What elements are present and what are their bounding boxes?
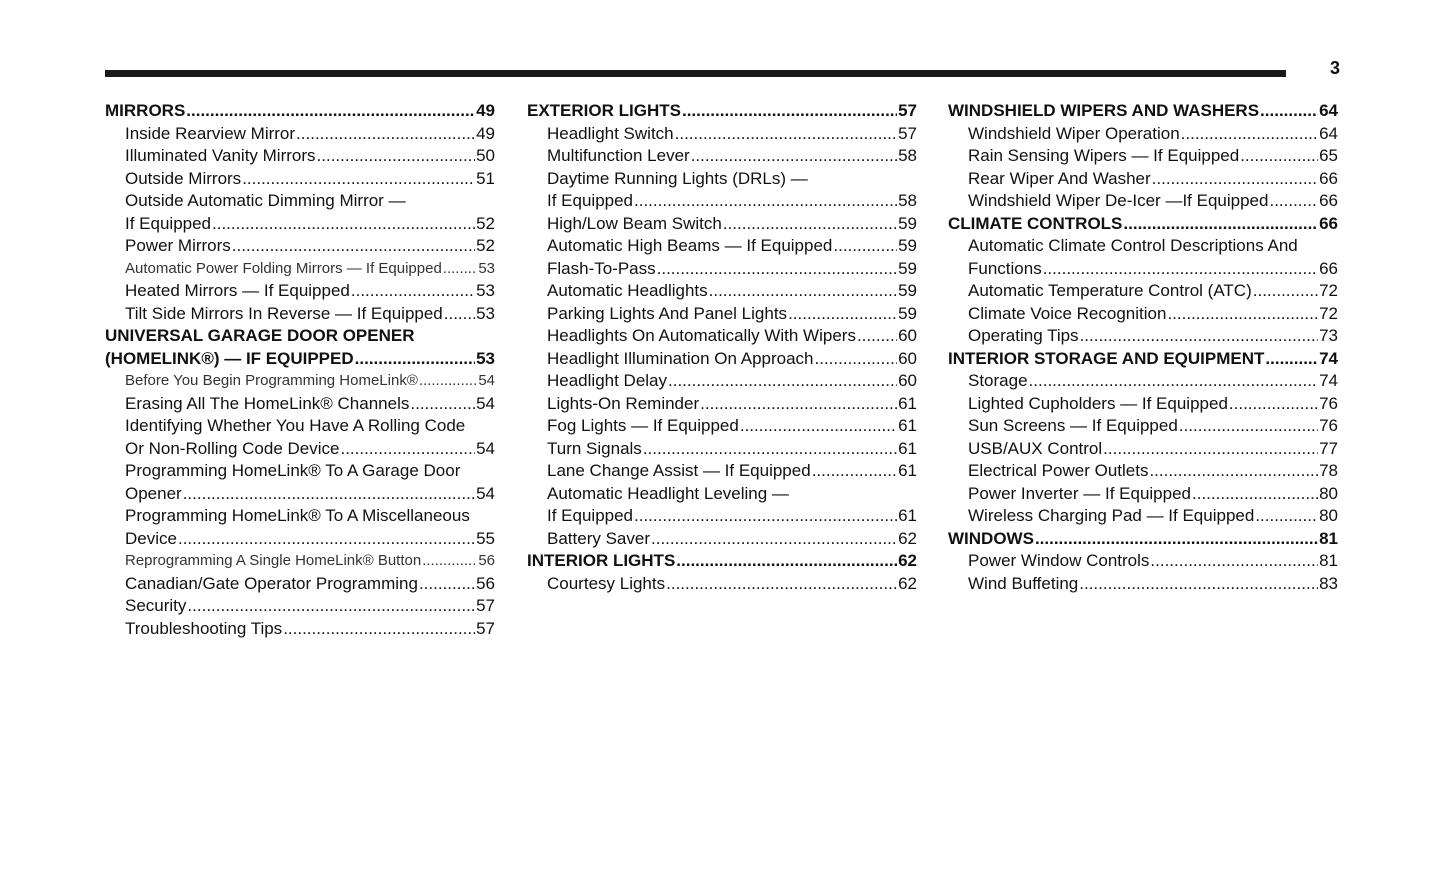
toc-page-number: 57	[898, 123, 917, 143]
dot-leader	[183, 483, 475, 506]
toc-entry	[948, 258, 1338, 281]
toc-page-number: 55	[476, 528, 495, 548]
dot-leader	[1255, 505, 1318, 528]
dot-leader	[178, 528, 475, 551]
toc-entry-label: INTERIOR STORAGE AND EQUIPMENT	[948, 348, 1265, 368]
toc-entry	[948, 370, 1338, 393]
toc-page-number: 74	[1319, 371, 1338, 390]
toc-page-number: 65	[1319, 146, 1338, 165]
toc-page-number: 74	[1319, 348, 1338, 368]
toc-page-number: 66	[1319, 213, 1338, 233]
toc-page-number: 57	[476, 618, 495, 638]
toc-page-number: 73	[1319, 326, 1338, 345]
toc-entry-label: Headlights On Automatically With Wipers	[547, 326, 856, 345]
toc-entry	[105, 483, 495, 506]
toc-entry	[105, 438, 495, 461]
dot-leader	[1152, 168, 1318, 191]
toc-page-number: 54	[476, 393, 495, 413]
toc-entry-label: Outside Automatic Dimming Mirror —	[125, 191, 406, 210]
toc-page-number: 54	[476, 438, 495, 458]
toc-entry-label: Canadian/Gate Operator Programming	[125, 573, 418, 593]
toc-entry-label: Flash-To-Pass	[547, 258, 656, 278]
toc-entry	[527, 483, 917, 506]
toc-page-number: 53	[476, 303, 495, 323]
toc-page-number: 58	[898, 191, 917, 210]
toc-entry	[105, 415, 495, 438]
toc-page-number: 59	[898, 236, 917, 255]
toc-page-number: 62	[898, 551, 917, 570]
toc-entry	[948, 280, 1338, 303]
toc-entry-label: Outside Mirrors	[125, 168, 242, 188]
toc-entry-label: Battery Saver	[547, 528, 650, 548]
toc-entry-label: Before You Begin Programming HomeLink®	[125, 372, 418, 389]
toc-page-number: 83	[1319, 573, 1338, 593]
toc-entry-label: Device	[125, 528, 177, 548]
toc-entry	[948, 483, 1338, 506]
toc-entry	[948, 393, 1338, 416]
toc-entry	[527, 235, 917, 258]
toc-entry-label: Wireless Charging Pad — If Equipped	[968, 506, 1255, 525]
dot-leader	[1179, 415, 1318, 438]
toc-entry-label: Climate Voice Recognition	[968, 303, 1167, 323]
dot-leader	[1150, 550, 1318, 573]
toc-entry-label: Lane Change Assist — If Equipped	[547, 461, 811, 480]
toc-entry	[105, 168, 495, 191]
toc-page-number: 61	[898, 461, 917, 480]
dot-leader	[700, 393, 897, 416]
dot-leader	[709, 280, 897, 303]
toc-entry	[948, 190, 1338, 213]
dot-leader	[1181, 123, 1318, 146]
dot-leader	[351, 280, 475, 303]
toc-entry	[527, 258, 917, 281]
dot-leader	[857, 325, 897, 348]
dot-leader	[1149, 460, 1318, 483]
toc-entry	[527, 303, 917, 326]
toc-entry-label: EXTERIOR LIGHTS	[527, 101, 681, 120]
dot-leader	[1253, 280, 1318, 303]
toc-entry	[105, 393, 495, 416]
toc-entry	[527, 123, 917, 146]
toc-page-number: 57	[898, 101, 917, 120]
toc-entry	[948, 415, 1338, 438]
toc-entry	[527, 415, 917, 438]
dot-leader	[1192, 483, 1318, 506]
toc-section-heading	[948, 528, 1338, 551]
toc-entry-label: Operating Tips	[968, 326, 1079, 345]
dot-leader	[410, 393, 475, 416]
page-number: 3	[1329, 58, 1340, 78]
dot-leader	[1029, 370, 1319, 393]
toc-entry-label: Automatic Headlights	[547, 281, 708, 300]
toc-page-number: 62	[898, 528, 917, 548]
toc-entry-label: Heated Mirrors — If Equipped	[125, 281, 350, 300]
toc-page-number: 72	[1319, 281, 1338, 300]
dot-leader	[355, 348, 475, 371]
toc-section-heading	[948, 100, 1338, 123]
toc-entry-label: Daytime Running Lights (DRLs) —	[547, 168, 808, 188]
toc-page-number: 49	[476, 101, 495, 120]
toc-page-number: 62	[898, 573, 917, 593]
dot-leader	[833, 235, 897, 258]
dot-leader	[242, 168, 475, 191]
toc-entry-label: If Equipped	[547, 191, 634, 210]
toc-entry	[105, 303, 495, 326]
dot-leader	[296, 123, 475, 146]
toc-page-number: 61	[898, 416, 917, 435]
dot-leader	[340, 438, 475, 461]
toc-entry-label: MIRRORS	[105, 101, 186, 120]
toc-entry-label: CLIMATE CONTROLS	[948, 213, 1123, 233]
dot-leader	[419, 370, 477, 393]
toc-entry-label: Opener	[125, 483, 182, 503]
toc-entry-label: Programming HomeLink® To A Garage Door	[125, 461, 461, 480]
toc-entry	[948, 550, 1338, 573]
toc-entry-label: Headlight Delay	[547, 371, 668, 390]
toc-entry-label: Lights-On Reminder	[547, 393, 700, 413]
dot-leader	[634, 505, 897, 528]
toc-entry-label: Sun Screens — If Equipped	[968, 416, 1178, 435]
toc-entry-label: (HOMELINK®) — IF EQUIPPED	[105, 348, 354, 368]
toc-entry-label: Automatic High Beams — If Equipped	[547, 236, 833, 255]
toc-page-number: 60	[898, 348, 917, 368]
toc-page-number: 57	[476, 596, 495, 615]
toc-entry	[948, 505, 1338, 528]
toc-page-number: 56	[476, 573, 495, 593]
toc-entry-label: High/Low Beam Switch	[547, 213, 722, 233]
toc-entry-label: Illuminated Vanity Mirrors	[125, 146, 316, 165]
toc-entry-label: Windshield Wiper De-Icer —If Equipped	[968, 191, 1269, 210]
dot-leader	[187, 595, 475, 618]
toc-section-heading	[948, 213, 1338, 236]
dot-leader	[317, 145, 476, 168]
toc-entry	[527, 393, 917, 416]
toc-entry-label: Parking Lights And Panel Lights	[547, 303, 788, 323]
toc-entry-label: Wind Buffeting	[968, 573, 1079, 593]
toc-entry-label: Security	[125, 596, 187, 615]
toc-entry	[105, 213, 495, 236]
dot-leader	[812, 460, 897, 483]
toc-entry-label: Erasing All The HomeLink® Channels	[125, 393, 410, 413]
toc-entry	[948, 168, 1338, 191]
dot-leader	[1240, 145, 1318, 168]
dot-leader	[1260, 100, 1318, 123]
toc-section-heading	[105, 325, 495, 348]
toc-entry	[527, 370, 917, 393]
toc-section-heading	[527, 100, 917, 123]
dot-leader	[444, 303, 475, 326]
dot-leader	[212, 213, 475, 236]
toc-page-number: 56	[478, 552, 495, 569]
toc-page-number: 77	[1319, 438, 1338, 458]
toc-page-number: 53	[478, 259, 495, 277]
toc-entry	[527, 573, 917, 596]
dot-leader	[740, 415, 897, 438]
dot-leader	[643, 438, 897, 461]
toc-entry-label: Troubleshooting Tips	[125, 618, 283, 638]
toc-entry	[105, 370, 495, 393]
toc-page-number: 60	[898, 371, 917, 390]
toc-column-3	[948, 100, 1338, 595]
toc-entry	[948, 438, 1338, 461]
toc-entry	[527, 438, 917, 461]
toc-entry	[527, 168, 917, 191]
toc-page-number: 80	[1319, 483, 1338, 503]
toc-page-number: 78	[1319, 461, 1338, 480]
toc-entry-label: Programming HomeLink® To A Miscellaneous	[125, 506, 470, 525]
toc-entry-label: Storage	[968, 371, 1028, 390]
toc-entry-label: Power Mirrors	[125, 236, 231, 255]
toc-entry-label: UNIVERSAL GARAGE DOOR OPENER	[105, 326, 415, 345]
dot-leader	[1103, 438, 1318, 461]
toc-page-number: 49	[476, 123, 495, 143]
toc-entry-label: Identifying Whether You Have A Rolling Code	[125, 416, 466, 435]
toc-entry	[105, 618, 495, 641]
toc-entry-label: INTERIOR LIGHTS	[527, 551, 676, 570]
toc-page-number: 53	[476, 281, 495, 300]
toc-entry-label: Courtesy Lights	[547, 573, 666, 593]
toc-page-number: 81	[1319, 551, 1338, 570]
toc-entry-label: Rain Sensing Wipers — If Equipped	[968, 146, 1240, 165]
dot-leader	[651, 528, 897, 551]
dot-leader	[419, 573, 475, 596]
toc-page-number: 76	[1319, 393, 1338, 413]
toc-page-number: 59	[898, 258, 917, 278]
toc-page-number: 72	[1319, 303, 1338, 323]
dot-leader	[788, 303, 897, 326]
header-rule	[105, 70, 1286, 77]
dot-leader	[1123, 213, 1318, 236]
dot-leader	[1080, 325, 1319, 348]
toc-entry-label: Windshield Wiper Operation	[968, 123, 1180, 143]
toc-entry	[527, 213, 917, 236]
toc-entry	[105, 595, 495, 618]
toc-entry-label: If Equipped	[547, 506, 634, 525]
toc-entry-label: Headlight Illumination On Approach	[547, 348, 814, 368]
toc-entry	[105, 528, 495, 551]
toc-section-heading	[105, 348, 495, 371]
toc-entry	[948, 325, 1338, 348]
dot-leader	[232, 235, 475, 258]
toc-page-number: 59	[898, 281, 917, 300]
toc-entry	[105, 190, 495, 213]
toc-entry-label: Automatic Power Folding Mirrors — If Equipped	[125, 259, 442, 277]
toc-entry-label: Electrical Power Outlets	[968, 461, 1149, 480]
toc-page-number: 59	[898, 303, 917, 323]
dot-leader	[676, 550, 897, 573]
toc-entry	[527, 348, 917, 371]
toc-page-number: 64	[1319, 101, 1338, 120]
toc-entry-label: Functions	[968, 258, 1042, 278]
toc-entry	[527, 528, 917, 551]
toc-entry	[527, 190, 917, 213]
toc-page-number: 66	[1319, 258, 1338, 278]
toc-entry	[105, 550, 495, 573]
dot-leader	[1167, 303, 1318, 326]
toc-page-number: 52	[476, 236, 495, 255]
dot-leader	[668, 370, 897, 393]
dot-leader	[1265, 348, 1318, 371]
toc-entry-label: Tilt Side Mirrors In Reverse — If Equipped	[125, 303, 443, 323]
dot-leader	[422, 550, 477, 573]
toc-entry	[948, 145, 1338, 168]
toc-section-heading	[105, 100, 495, 123]
toc-entry	[527, 280, 917, 303]
toc-entry	[105, 460, 495, 483]
toc-entry	[527, 460, 917, 483]
dot-leader	[815, 348, 898, 371]
toc-page-number: 64	[1319, 123, 1338, 143]
toc-entry-label: Turn Signals	[547, 438, 642, 458]
dot-leader	[675, 123, 897, 146]
toc-page-number: 60	[898, 326, 917, 345]
toc-entry-label: Power Inverter — If Equipped	[968, 483, 1192, 503]
toc-entry	[105, 280, 495, 303]
toc-entry-label: USB/AUX Control	[968, 438, 1103, 458]
toc-entry-label: Automatic Headlight Leveling —	[547, 483, 789, 503]
toc-entry-label: Reprogramming A Single HomeLink® Button	[125, 552, 422, 569]
toc-column-2	[527, 100, 917, 595]
toc-entry-label: WINDSHIELD WIPERS AND WASHERS	[948, 101, 1260, 120]
toc-entry	[527, 505, 917, 528]
dot-leader	[1035, 528, 1318, 551]
dot-leader	[682, 100, 897, 123]
dot-leader	[666, 573, 897, 596]
toc-entry	[105, 235, 495, 258]
dot-leader	[1269, 190, 1318, 213]
dot-leader	[186, 100, 475, 123]
toc-entry-label: Automatic Climate Control Descriptions And	[968, 236, 1298, 255]
toc-entry	[105, 573, 495, 596]
dot-leader	[634, 190, 897, 213]
toc-page-number: 66	[1319, 191, 1338, 210]
toc-entry	[105, 123, 495, 146]
dot-leader	[283, 618, 475, 641]
dot-leader	[657, 258, 897, 281]
toc-entry-label: Lighted Cupholders — If Equipped	[968, 393, 1228, 413]
toc-entry	[948, 460, 1338, 483]
dot-leader	[443, 258, 478, 281]
toc-entry-label: Multifunction Lever	[547, 146, 690, 165]
toc-entry	[105, 505, 495, 528]
toc-page-number: 66	[1319, 168, 1338, 188]
toc-entry-label: WINDOWS	[948, 528, 1034, 548]
toc-entry-label: Headlight Switch	[547, 123, 674, 143]
toc-page-number: 81	[1319, 528, 1338, 548]
toc-page-number: 50	[476, 146, 495, 165]
toc-entry-label: Rear Wiper And Washer	[968, 168, 1151, 188]
toc-entry	[948, 573, 1338, 596]
dot-leader	[723, 213, 897, 236]
dot-leader	[1043, 258, 1318, 281]
toc-page-number: 76	[1319, 416, 1338, 435]
toc-page-number: 52	[476, 213, 495, 233]
toc-entry-label: Power Window Controls	[968, 551, 1150, 570]
toc-entry-label: Inside Rearview Mirror	[125, 123, 296, 143]
toc-page-number: 54	[478, 372, 495, 389]
toc-page-number: 59	[898, 213, 917, 233]
toc-entry-label: Automatic Temperature Control (ATC)	[968, 281, 1252, 300]
toc-section-heading	[527, 550, 917, 573]
toc-section-heading	[948, 348, 1338, 371]
toc-page-number: 53	[476, 348, 495, 368]
toc-entry-label: Or Non-Rolling Code Device	[125, 438, 340, 458]
toc-entry	[527, 145, 917, 168]
toc-page-number: 54	[476, 483, 495, 503]
toc-page-number: 61	[898, 438, 917, 458]
toc-entry	[105, 145, 495, 168]
toc-entry	[948, 303, 1338, 326]
toc-page-number: 58	[898, 146, 917, 165]
dot-leader	[1229, 393, 1318, 416]
toc-entry-label: If Equipped	[125, 213, 212, 233]
toc-entry	[105, 258, 495, 281]
toc-entry	[948, 235, 1338, 258]
toc-page-number: 61	[898, 506, 917, 525]
toc-page-number: 80	[1319, 506, 1338, 525]
dot-leader	[691, 145, 897, 168]
toc-entry	[527, 325, 917, 348]
toc-page-number: 61	[898, 393, 917, 413]
toc-page-number: 51	[476, 168, 495, 188]
dot-leader	[1079, 573, 1318, 596]
toc-entry-label: Fog Lights — If Equipped	[547, 416, 739, 435]
toc-entry	[948, 123, 1338, 146]
toc-column-1	[105, 100, 495, 640]
